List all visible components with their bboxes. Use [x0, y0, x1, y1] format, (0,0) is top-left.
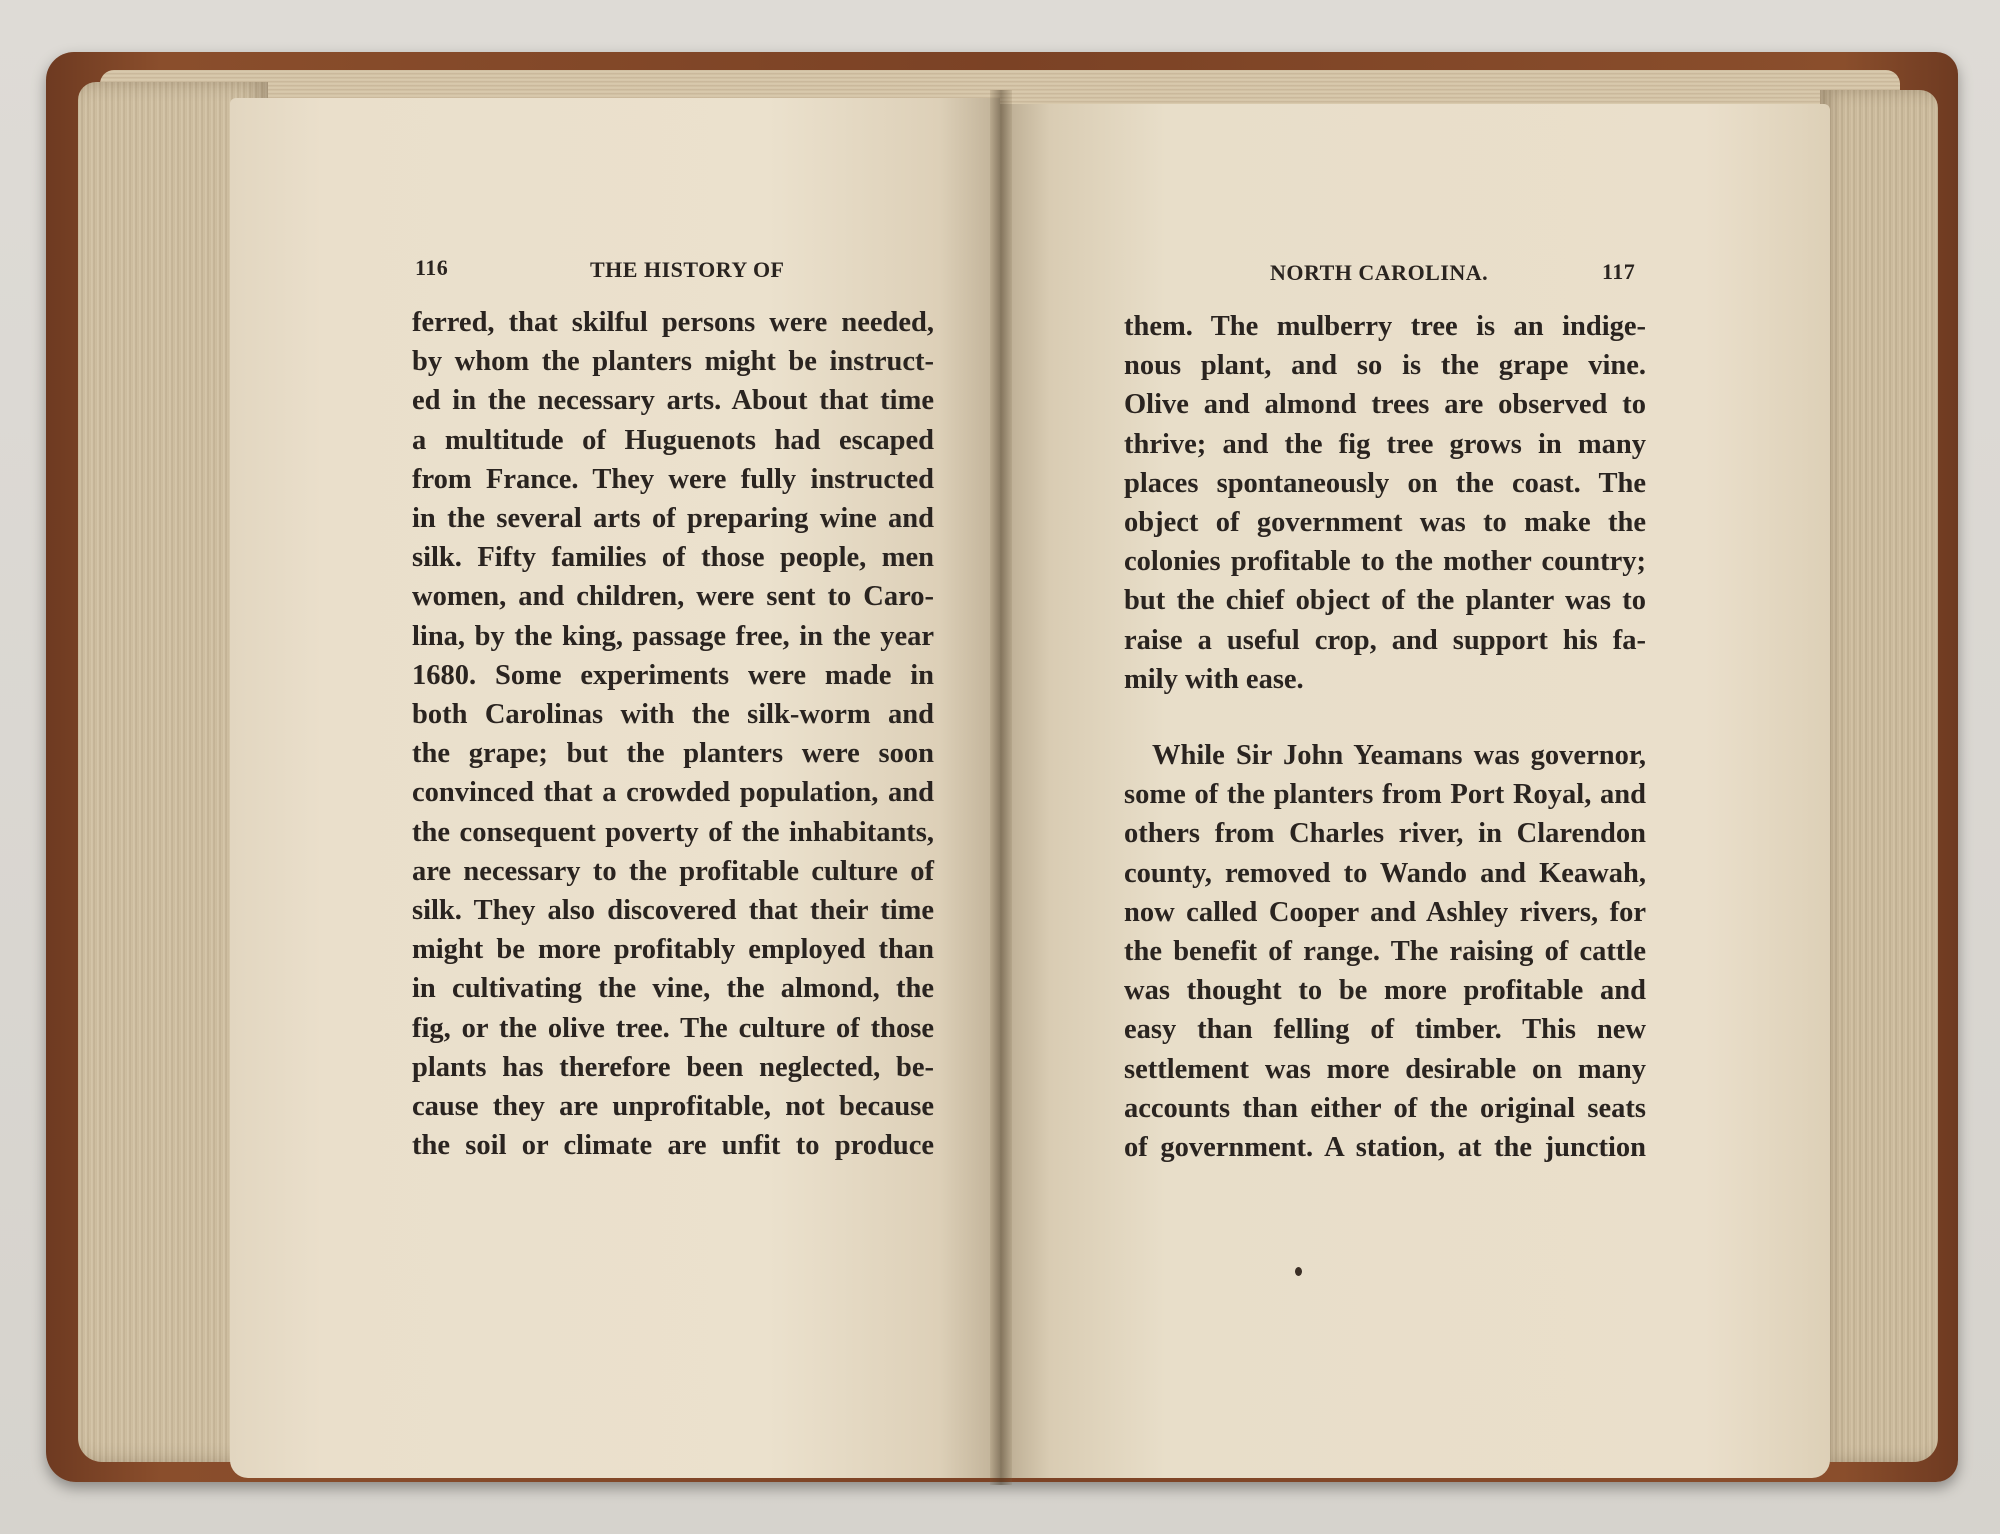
text-line: accounts than either of the original seats: [1124, 1092, 1646, 1124]
text-line: ferred, that skilful persons were needed,: [412, 307, 934, 338]
text-line: both Carolinas with the silk-worm and: [412, 699, 934, 731]
text-line: them. The mulberry tree is an indige-: [1124, 311, 1646, 342]
text-line: county, removed to Wando and Keawah,: [1124, 857, 1646, 889]
right-running-head: NORTH CAROLINA.: [1270, 260, 1489, 285]
text-line: some of the planters from Port Royal, and: [1124, 779, 1646, 811]
text-line: in cultivating the vine, the almond, the: [412, 973, 934, 1005]
right-page-body: [1124, 307, 1646, 1167]
left-page-number: 116: [415, 255, 449, 280]
text-line: in the several arts of preparing wine and: [412, 503, 934, 535]
text-line: thrive; and the fig tree grows in many: [1124, 428, 1646, 460]
text-line: but the chief object of the planter was to: [1124, 585, 1646, 617]
text-line: fig, or the olive tree. The culture of those: [412, 1012, 934, 1044]
text-line: was thought to be more profitable and: [1124, 975, 1646, 1007]
page-edges-right: [1820, 90, 1938, 1462]
left-running-head: THE HISTORY OF: [590, 257, 785, 282]
text-line: ed in the necessary arts. About that time: [412, 385, 934, 417]
text-line: might be more profitably employed than: [412, 934, 934, 966]
text-line: a multitude of Huguenots had escaped: [412, 424, 934, 456]
paragraph: [1124, 736, 1646, 1167]
text-line: lina, by the king, passage free, in the year: [412, 620, 934, 652]
text-line: now called Cooper and Ashley rivers, for: [1124, 896, 1646, 928]
text-line: 1680. Some experiments were made in: [412, 659, 934, 691]
text-line: the consequent poverty of the inhabitants,: [412, 816, 934, 848]
text-line: silk. Fifty families of those people, men: [412, 542, 934, 574]
text-line: the benefit of range. The raising of cattle: [1124, 936, 1646, 968]
text-line: plants has therefore been neglected, be-: [412, 1051, 934, 1083]
text-line: easy than felling of timber. This new: [1124, 1014, 1646, 1046]
left-page-body: [412, 303, 934, 1165]
text-line: raise a useful crop, and support his fa-: [1124, 624, 1646, 656]
ink-speck: [1295, 1267, 1302, 1276]
text-line: While Sir John Yeamans was governor,: [1152, 740, 1646, 772]
text-line: Olive and almond trees are observed to: [1124, 389, 1646, 421]
text-line: the soil or climate are unfit to produce: [412, 1130, 934, 1162]
text-line: others from Charles river, in Clarendon: [1124, 818, 1646, 850]
book-gutter: [990, 90, 1012, 1485]
paragraph: [1124, 307, 1646, 699]
text-line: places spontaneously on the coast. The: [1124, 467, 1646, 499]
text-line: convinced that a crowded population, and: [412, 777, 934, 809]
text-line: nous plant, and so is the grape vine.: [1124, 350, 1646, 382]
text-line: silk. They also discovered that their time: [412, 895, 934, 927]
text-line: women, and children, were sent to Caro-: [412, 581, 934, 613]
text-line: mily with ease.: [1124, 663, 1304, 695]
text-line: from France. They were fully instructed: [412, 463, 934, 495]
text-line: cause they are unprofitable, not because: [412, 1091, 934, 1123]
text-line: object of government was to make the: [1124, 507, 1646, 539]
text-line: settlement was more desirable on many: [1124, 1053, 1646, 1085]
text-line: are necessary to the profitable culture of: [412, 855, 934, 887]
text-line: of government. A station, at the junction: [1124, 1132, 1646, 1164]
text-line: colonies profitable to the mother country;: [1124, 546, 1646, 578]
right-page-number: 117: [1602, 259, 1636, 284]
paragraph-gap: [1124, 699, 1646, 736]
text-line: the grape; but the planters were soon: [412, 738, 934, 770]
text-line: by whom the planters might be instruct-: [412, 346, 934, 378]
